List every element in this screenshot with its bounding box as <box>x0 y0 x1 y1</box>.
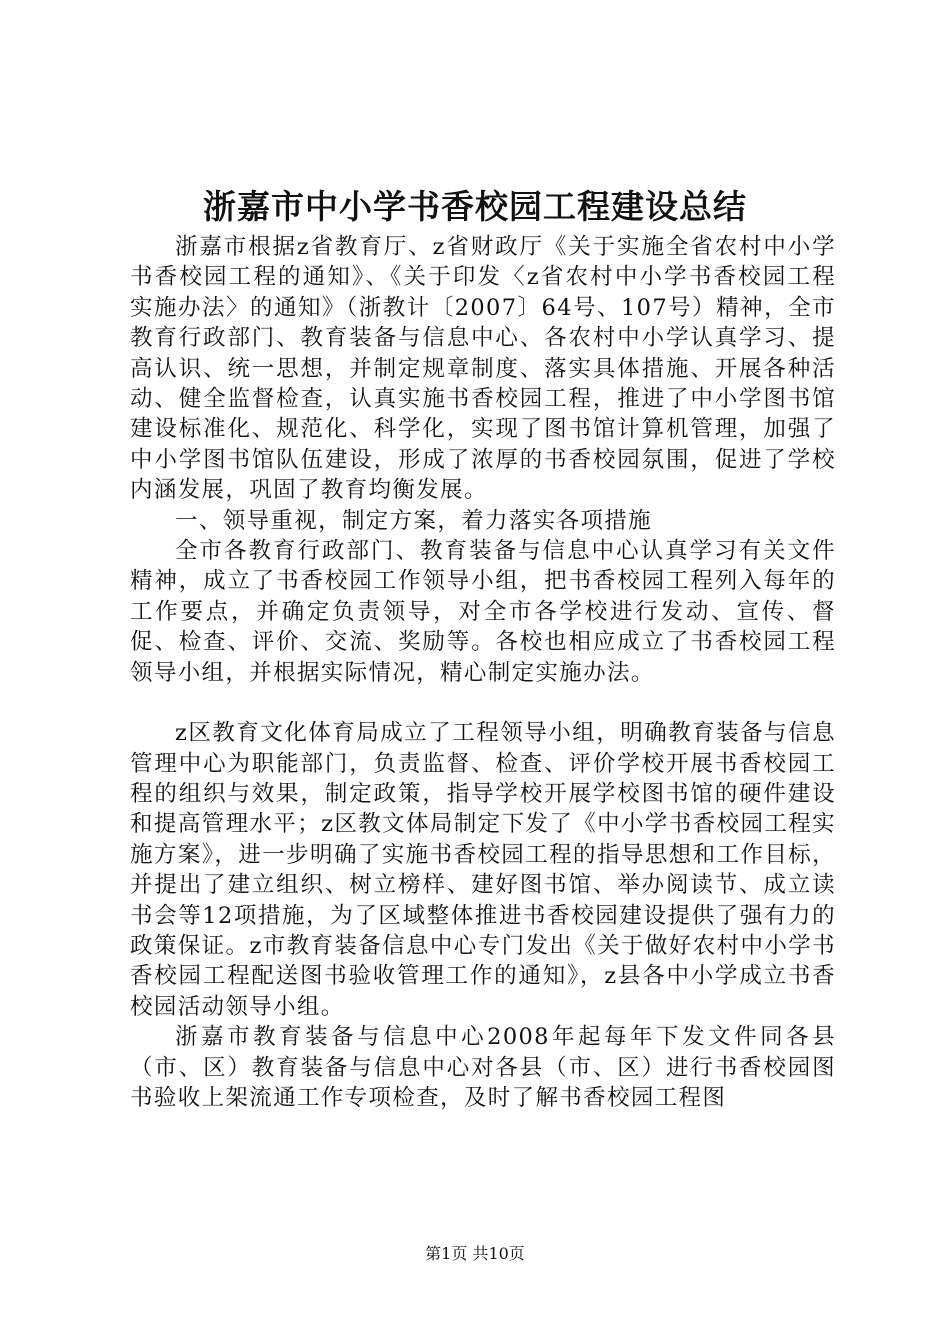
document-title: 浙嘉市中小学书香校园工程建设总结 <box>203 187 747 226</box>
paragraph-leadership: 全市各教育行政部门、教育装备与信息中心认真学习有关文件精神，成立了书香校园工作领导小组，把书香校园工程列入每年的工作要点，并确定负责领导，对全市各学校进行发动、宣传、督促、检查、评价、交流、奖励等。各校也相应成立了书香校园工程领导小组，并根据实际情况，精心制定实施办法。 <box>130 538 836 686</box>
section-heading-1: 一、领导重视，制定方案，着力落实各项措施 <box>175 507 653 534</box>
paragraph-district: z区教育文化体育局成立了工程领导小组，明确教育装备与信息管理中心为职能部门，负责监督、检查、评价学校开展书香校园工程的组织与效果，制定政策，指导学校开展学校图书馆的硬件建设和提高管理水平；z区教文体局制定下发了《中小学书香校园工程实施方案》，进一步明确了实施书香校园工程的指导思想和工作目标，并提出了建立组织、树立榜样、建好图书馆、举办阅读节、成立读书会等12项措施，为了区域整体推进书香校园建设提供了强有力的政策保证。z市教育装备信息中心专门发出《关于做好农村中小学书香校园工程配送图书验收管理工作的通知》，z县各中小学成立书香校园活动领导小组。 <box>130 720 836 1020</box>
paragraph-intro: 浙嘉市根据z省教育厅、z省财政厅《关于实施全省农村中小学书香校园工程的通知》、《关于印发〈z省农村中小学书香校园工程实施办法〉的通知》（浙教计〔2007〕64号、107号）精神，全市教育行政部门、教育装备与信息中心、各农村中小学认真学习、提高认识、统一思想，并制定规章制度、落实具体措施、开展各种活动、健全监督检查，认真实施书香校园工程，推进了中小学图书馆建设标准化、规范化、科学化，实现了图书馆计算机管理，加强了中小学图书馆队伍建设，形成了浓厚的书香校园氛围，促进了学校内涵发展，巩固了教育均衡发展。 <box>130 234 836 504</box>
paragraph-gap <box>130 688 836 718</box>
page-footer: 第1页 共10页 <box>425 1244 525 1263</box>
document-body <box>130 232 836 1113</box>
paragraph-city-center: 浙嘉市教育装备与信息中心2008年起每年下发文件同各县（市、区）教育装备与信息中心对各县（市、区）进行书香校园图书验收上架流通工作专项检查，及时了解书香校园工程图 <box>130 1024 836 1111</box>
